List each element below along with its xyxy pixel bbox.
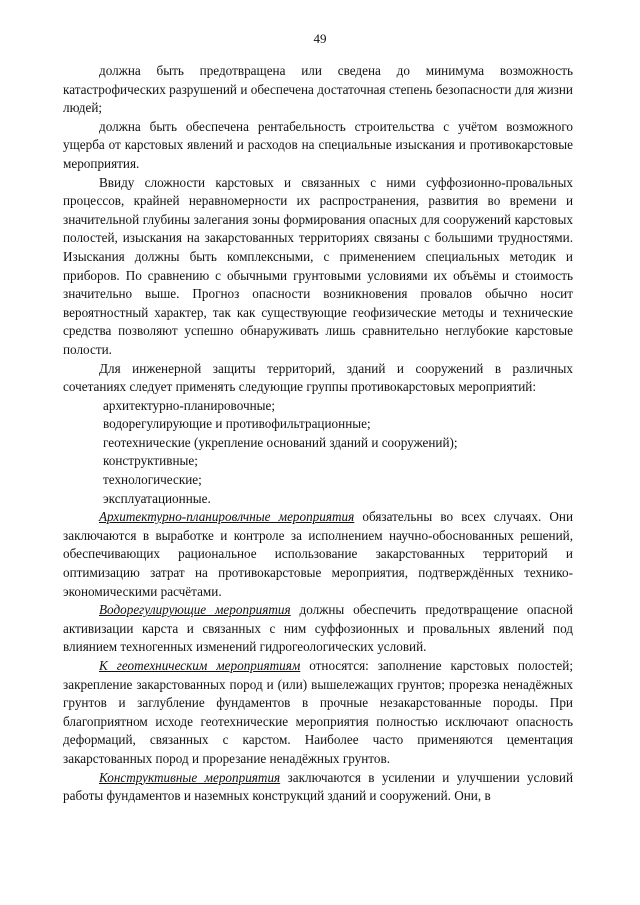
list-item: конструктивные; xyxy=(103,453,198,469)
paragraph-measure-groups: Для инженерной защиты территорий, зданий и сооружений в различных сочетаниях следует применять следующие группы противокарстовых мероприятий: xyxy=(63,360,573,395)
paragraph-surveys: Ввиду сложности карстовых и связанных с ними суффозионно-провальных процессов, крайней неравномерности их распространения, развития во времени и значительной глубины залегания зоны формирования опасных для сооружений карстовых полостей, изыскания на закарстованных территориях связаны с большими трудностями. Изыскания должны быть комплексными, с применением специальных методик и приборов. По сравнению с обычными грунтовыми условиями их объёмы и стоимость значительно выше. Прогноз опасности возникновения провалов обычно носит вероятностный характер, так как существующие геофизические методы и технические средства позволяют успешно обнаруживать лишь сравнительно неглубокие карстовые полости. xyxy=(63,174,573,357)
paragraph-geotechnical xyxy=(63,657,573,769)
paragraph-architectural-text: обязательны во всех случаях. Они заключаются в выработке и контроле за исполнением научно-обоснованных решений, обеспечивающих рациональное использование закарстованных территорий и оптимизацию затрат на противокарстовые мероприятия, подтверждённых технико-экономическими расчётами. xyxy=(63,509,574,599)
paragraph-water-regulating-text: должны обеспечить предотвращение опасной активизации карста и связанных с ним суффозионных и провальных явлений под влиянием техногенных изменений гидрогеологических условий. xyxy=(63,602,573,655)
term-constructive: Конструктивные мероприятия xyxy=(99,769,281,785)
paragraph-architectural xyxy=(63,508,573,601)
list-item: архитектурно-планировочные; xyxy=(103,397,276,413)
paragraph-constructive xyxy=(63,769,573,806)
term-architectural: Архитектурно-планировлчные мероприятия xyxy=(99,509,355,525)
paragraph-safety: должна быть предотвращена или сведена до минимума возможность катастрофических разрушений и обеспечена достаточная степень безопасности для жизни людей; xyxy=(63,63,573,116)
page-number: 49 xyxy=(313,31,327,46)
paragraph-profitability: должна быть обеспечена рентабельность строительства с учётом возможного ущерба от карстовых явлений и расходов на специальные изыскания и противокарстовые мероприятия. xyxy=(63,118,573,171)
list-item: технологические; xyxy=(103,472,202,488)
list-item: водорегулирующие и противофильтрационные; xyxy=(103,416,371,432)
term-water-regulating: Водорегулирующие мероприятия xyxy=(99,602,291,618)
body-text xyxy=(63,62,573,806)
paragraph-geotechnical-text: относятся: заполнение карстовых полостей; закрепление закарстованных пород и (или) вышележащих грунтов; прорезка ненадёжных грунтов и заглубление фундаментов в прочные незакарстованные породы. При благоприятном исходе геотехнические мероприятия полностью исключают опасность деформаций, связанных с карстом. Наиболее часто применяются цементация закарстованных пород и прорезание ненадёжных грунтов. xyxy=(63,658,573,766)
paragraph-constructive-text: заключаются в усилении и улучшении условий работы фундаментов и наземных конструкций зданий и сооружений. Они, в xyxy=(63,769,573,804)
list-item: геотехнические (укрепление оснований зданий и сооружений); xyxy=(103,434,458,450)
list-item: эксплуатационные. xyxy=(103,490,211,506)
paragraph-water-regulating xyxy=(63,601,573,657)
term-geotechnical: К геотехническим мероприятиям xyxy=(99,658,301,673)
